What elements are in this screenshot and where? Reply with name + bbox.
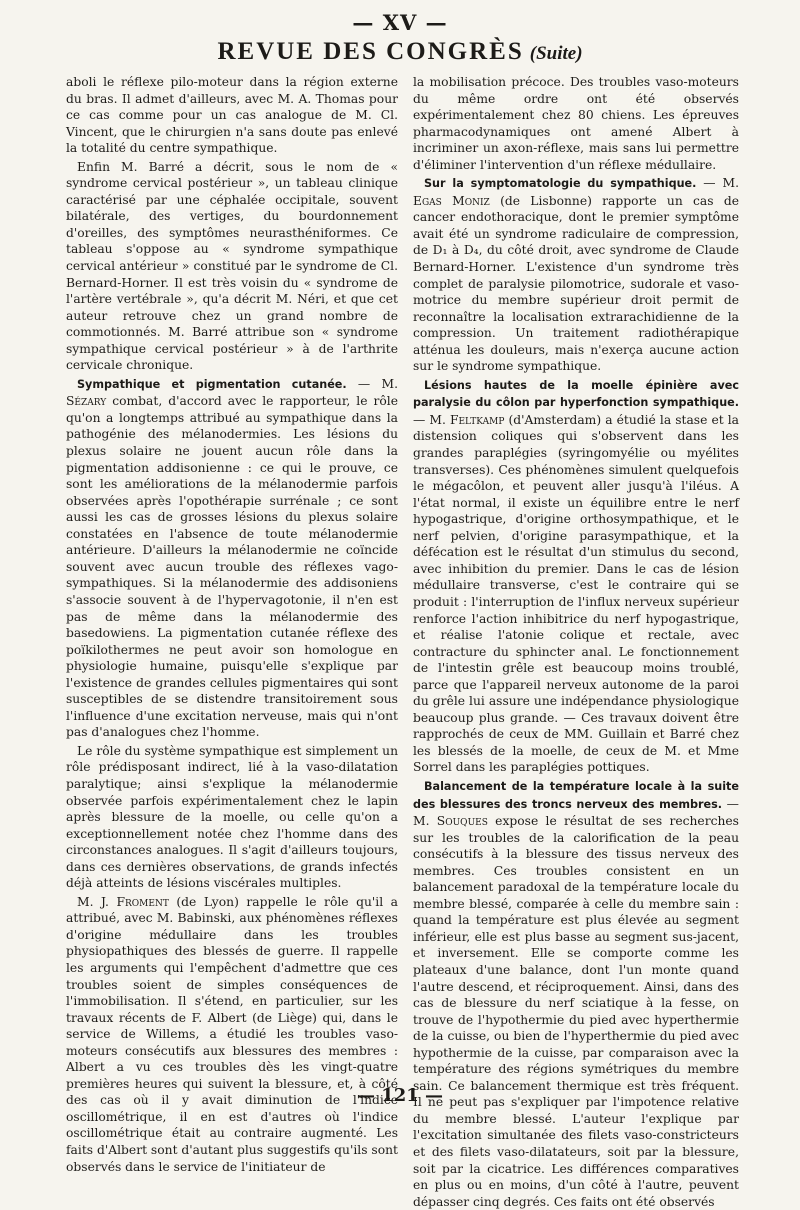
paragraph: la mobilisation précoce. Des troubles vaso-moteurs du même ordre ont été observés expérimentalement chez 80 chiens. Les épreuves pharmacodynamiques ont amené Albert à incriminer un axon-réflexe, mais sans lui permettre d'éliminer l'intervention d'un réflexe médullaire. (413, 75, 739, 172)
section-paragraph (66, 376, 398, 741)
paragraph-text: (de Lisbonne) rapporte un cas de cancer endothoracique, dont le premier symptôme avait été un syndrome radiculaire de compression, de D₁ à D₄, du côté droit, avec syndrome de Claude Bernard-Horner. L'existence d'un syndrome très complet de paralysie pilomotrice, sudorale et vaso-motrice du membre supérieur droit permit de reconnaître la localisation extrarachidienne de la compression. Un traitement radiothérapique atténua les douleurs, mais n'exerça aucune action sur le syndrome sympathique. (413, 193, 739, 374)
paragraph: Enfin M. Barré a décrit, sous le nom de « syndrome cervical postérieur », un tableau clinique caractérisé par une céphalée occipitale, souvent bilatérale, des vertiges, du bourdonnement d'oreilles, des symptômes neurasthéniformes. Ce tableau s'oppose au « syndrome sympathique cervical antérieur » constitué par le syndrome de Cl. Bernard-Horner. Il est très voisin du « syndrome de l'artère vertébrale », qu'a décrit M. Néri, et que cet auteur retrouve chez un grand nombre de commotionnés. M. Barré attribue son « syndrome sympathique cervical postérieur » à de l'arthrite cervicale chronique. (66, 159, 398, 373)
page-title-suffix: (Suite) (529, 43, 583, 64)
section-paragraph (413, 377, 739, 776)
paragraph-start: M. J. (77, 894, 117, 909)
section-paragraph (413, 778, 739, 1210)
page-title: REVUE DES CONGRÈS (217, 38, 524, 65)
section-paragraph (413, 175, 739, 375)
paragraph-text: (de Lyon) rappelle le rôle qu'il a attribué, avec M. Babinski, aux phénomènes réflexes d'origine médullaire dans les troubles physiopathiques des blessés de guerre. Il rappelle les arguments qui l'empêchent d'admettre que ces troubles soient de simples conséquences de l'immobilisation. Il s'étend, en particulier, sur les travaux récents de F. Albert (de Liège) qui, dans le service de Willems, a étudié les troubles vaso-moteurs consécutifs aux blessures des membres : Albert a vu ces troubles dès les vingt-quatre premières heures qui suivent la blessure, et, à côté des cas où il y avait diminution de l'indice oscillométrique, il en est d'autres où l'indice oscillométrique était au contraire augmenté. Les faits d'Albert sont d'autant plus suggestifs qu'ils sont observés dans le service de l'initiateur de (66, 894, 398, 1174)
section-marker: — XV — (352, 10, 448, 35)
right-column (413, 74, 739, 1209)
paragraph: Le rôle du système sympathique est simplement un rôle prédisposant indirect, lié à la vaso-dilatation paralytique; ainsi s'explique la mélanodermie observée parfois expérimentalement chez le lapin après blessure de la moelle, ou celle qu'on a exceptionnellement notée chez l'homme dans des circonstances analogues. Il s'agit d'ailleurs toujours, dans ces dernières observations, de grands infectés déjà atteints de lésions viscérales multiples. (66, 743, 398, 891)
author-name: Souques (436, 814, 488, 829)
section-title: Sympathique et pigmentation cutanée. (77, 377, 347, 391)
paragraph-text: combat, d'accord avec le rapporteur, le rôle qu'on a longtemps attribué au sympathique dans la pathogénie des mélanodermies. Les lésions du plexus solaire ne jouent aucun rôle dans la pigmentation addisonienne : ce qui le prouve, ce sont les améliorations de la mélanodermie parfois observées après l'opothérapie surrénale ; ce sont aussi les cas de grosses lésions du plexus solaire constatées en l'absence de toute mélanodermie antérieure. D'ailleurs la mélanodermie ne coïncide souvent avec aucun trouble des réflexes vago-sympathiques. Si la mélanodermie des addisoniens s'associe souvent à de l'hypervagotonie, il n'en est pas de même dans la mélanodermie des basedowiens. La pigmentation cutanée réflexe des poïkilothermes ne peut avoir son homologue en physiologie humaine, puisqu'elle s'explique par l'existence de grandes cellules pigmentaires qui sont susceptibles de se distendre transitoirement sous l'influence d'une excitation nerveuse, mais qui n'ont pas d'analogues chez l'homme. (66, 394, 398, 740)
section-title: Lésions hautes de la moelle épinière avec paralysie du côlon par hyperfonction sympathique. (413, 378, 739, 410)
section-paragraph (66, 894, 398, 1175)
page-number: — 121 — (356, 1085, 444, 1106)
left-column (66, 74, 398, 1174)
paragraph: aboli le réflexe pilo-moteur dans la région externe du bras. Il admet d'ailleurs, avec M. A. Thomas pour ce cas comme pour un cas analogue de M. Cl. Vincent, que le chirurgien n'a sans doute pas enlevé la totalité du centre sympathique. (66, 75, 398, 156)
author-name: Froment (116, 894, 169, 909)
paragraph-text: (d'Amsterdam) a étudié la stase et la distension coliques qui s'observent dans les grandes paraplégies (syringomyélie ou myélites transverses). Ces phénomènes simulent quelquefois le mégacôlon, et peuvent aller jusqu'à l'iléus. A l'état normal, il existe un équilibre entre le nerf hypogastrique, d'origine orthosympathique, et le nerf pelvien, d'origine parasympathique, et la défécation est le résultat d'un stimulus du second, avec inhibition du premier. Dans le cas de lésion médullaire transverse, c'est le contraire qui se produit : l'interruption de l'influx nerveux supérieur renforce l'action inhibitrice du nerf hypogastrique, et réalise l'atonie colique et rectale, avec contracture du sphincter anal. Le fonctionnement de l'intestin grêle est beaucoup moins troublé, parce que l'appareil nerveux autonome de la paroi du grêle lui assure une indépendance physiologique beaucoup plus grande. — Ces travaux doivent être rapprochés de ceux de MM. Guillain et Barré chez les blessés de la moelle, de ceux de M. et Mme Sorrel dans les paraplégies pottiques. (413, 412, 739, 775)
paragraph-text: expose le résultat de ses recherches sur les troubles de la calorification de la peau consécutifs à la blessure des tissus nerveux des membres. Ces troubles consistent en un balancement paradoxal de la température locale du membre blessé, comparée à celle du membre sain : quand la température est plus élevée au segment inférieur, elle est plus basse au segment sus-jacent, et inversement. Elle se comporte comme les plateaux d'une balance, dont l'un monte quand l'autre descend, et réciproquement. Ainsi, dans des cas de blessure du nerf sciatique à la fesse, on trouve de l'hypothermie du pied avec hyperthermie de la cuisse, ou bien de l'hyperthermie du pied avec hypothermie de la cuisse, par comparaison avec la température des régions symétriques du membre sain. Ce balancement thermique est très fréquent. Il ne peut pas s'expliquer par l'impotence relative du membre blessé. L'auteur l'explique par l'excitation simultanée des filets vaso-constricteurs et des filets vaso-dilatateurs, soit par la blessure, soit par la cicatrice. Les différences comparatives en plus ou en moins, d'un côté à l'autre, peuvent dépasser cinq degrés. Ces faits ont été observés (413, 814, 739, 1209)
dash: — M. (696, 176, 739, 191)
author-name: Feltkamp (449, 412, 505, 427)
section-title: Balancement de la température locale à la suite des blessures des troncs nerveux des membres. (413, 779, 739, 811)
dash: — M. (413, 412, 450, 427)
dash: — M. (413, 796, 739, 829)
section-title: Sur la symptomatologie du sympathique. (424, 177, 697, 191)
author-name: Sézary (66, 394, 107, 409)
author-name: Egas Moniz (413, 193, 490, 208)
dash: — M. (346, 376, 398, 391)
page-header (0, 38, 800, 66)
